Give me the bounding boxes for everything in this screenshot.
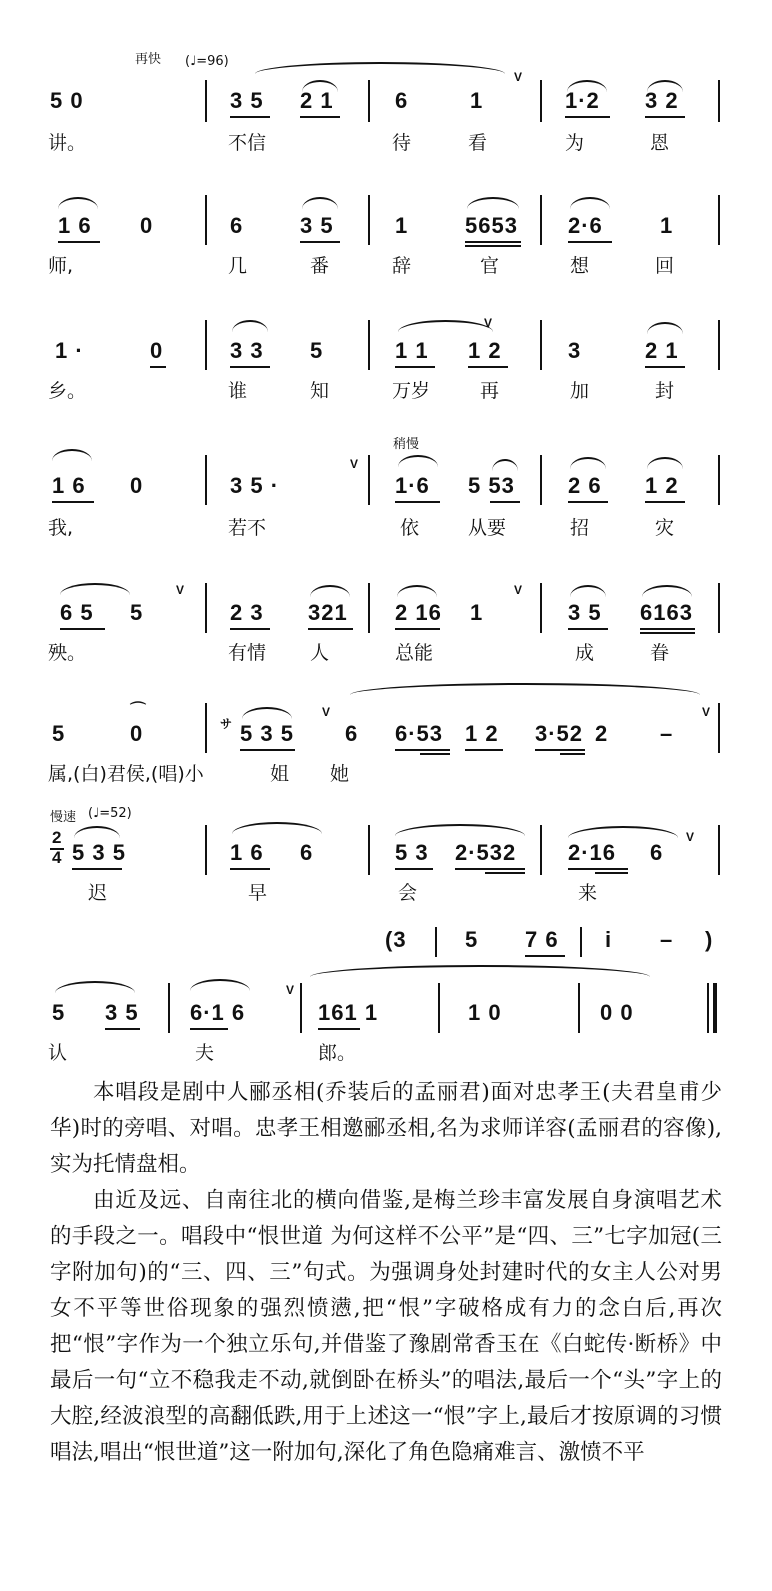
note-group: 1 0: [468, 1000, 502, 1025]
instr-note: –: [660, 927, 674, 952]
lyric: 眷: [650, 642, 670, 664]
instr-note: ): [705, 927, 714, 952]
lyric: 官: [480, 255, 500, 277]
paragraph: 由近及远、自南往北的横向借鉴,是梅兰珍丰富发展自身演唱艺术的手段之一。唱段中“恨世道 为何这样不公平”是“四、三”七字加冠(三字附加句)的“三、四、三”句式。为强调身处封建时代的女主人公对男女不平等世俗现象的强烈愤懑,把“恨”字破格成有力的念白后,再次把“恨”字作为一个独立乐句,并借鉴了豫剧常香玉在《白蛇传·断桥》中最后一句“立不稳我走不动,就倒卧在桥头”的唱法,最后一个“头”字上的大腔,经波浪型的高翻低跌,用于上述这一“恨”字上,最后才按原调的习惯唱法,唱出“恨世道”这一附加句,深化了角色隐痛难言、激愤不平: [50, 1188, 722, 1465]
lyric: 待: [392, 132, 412, 154]
lyric: 为: [565, 132, 585, 154]
instr-note: i: [605, 927, 613, 952]
note: 5: [52, 1000, 66, 1025]
lyric: 再: [480, 380, 500, 402]
instr-note: (3: [385, 927, 407, 952]
lyric: 人: [310, 642, 330, 664]
note-group: 1 6: [230, 840, 264, 865]
note-group: 3 3: [230, 338, 264, 363]
staff-row-1: 再快 (♩=96) 5 0 3 5 2 1 6 1 V 1·2 3 2 讲。 不信 待 看 为 恩: [0, 40, 772, 150]
note: 1: [660, 213, 674, 238]
note-group: 3 5: [300, 213, 334, 238]
instr-note: 5: [465, 927, 479, 952]
note-group: 2·6: [568, 213, 603, 238]
time-sig-top: 2: [52, 828, 63, 847]
tempo-word: 再快: [135, 52, 162, 67]
lyric: 加: [570, 380, 590, 402]
note: 0: [140, 213, 154, 238]
note: 6: [230, 213, 244, 238]
lyric: 夫: [195, 1042, 215, 1064]
lyric: 看: [468, 132, 488, 154]
note-group: 3 5: [105, 1000, 139, 1025]
tempo-mark: (♩=52): [88, 806, 132, 821]
staff-row-6: 5 ⌒ 0 サ 5 3 5 V 6 6·53 1 2 3·52 2 – V 属,(白)君侯,(唱)小 姐 她: [0, 675, 772, 785]
lyric: 殃。: [48, 642, 87, 664]
lyric: 依: [400, 517, 420, 539]
lyric: 想: [570, 255, 590, 277]
note-group: 5 53: [468, 473, 515, 498]
note-group: 2 1: [645, 338, 679, 363]
note-group: 6·1 6: [190, 1000, 246, 1025]
note-group: 3 2: [645, 88, 679, 113]
note: 1: [470, 88, 484, 113]
note-group: 321: [308, 600, 348, 625]
note-group: 5 3: [395, 840, 429, 865]
note-group: 1 6: [58, 213, 92, 238]
staff-row-2: [0, 165, 772, 277]
staff-row-5: 6 5 5 V 2 3 321 2 16 1 V 3 5 6163 殃。 有情 人 总能 成 眷: [0, 555, 772, 655]
lyric: 姐: [270, 763, 290, 785]
tempo-word: 慢速: [50, 810, 77, 825]
note: 0: [150, 338, 164, 363]
note-group: 3 5 ·: [230, 473, 280, 498]
lyric: 若不: [228, 517, 267, 539]
lyric: 成: [575, 642, 595, 664]
note-group: 161 1: [318, 1000, 379, 1025]
note: 3: [568, 338, 582, 363]
lyric: 迟: [88, 882, 108, 904]
note: 0: [130, 473, 144, 498]
note-group: 1·6: [395, 473, 430, 498]
commentary-text: [50, 1075, 722, 1471]
note: –: [660, 721, 674, 746]
note-group: 2 16: [395, 600, 442, 625]
lyric: 封: [655, 380, 675, 402]
lyric: 乡。: [48, 380, 87, 402]
note-group: 6·53: [395, 721, 444, 746]
lyric: 她: [330, 763, 350, 785]
staff-row-8: (3 5 7 6 i – ) 5 3 5 6·1 6 V 161 1 1 0 0 0 认 夫 郎。: [0, 915, 772, 1065]
tempo-mark: (♩=96): [185, 54, 229, 69]
note-group: 2·16: [568, 840, 617, 865]
note: 6: [395, 88, 409, 113]
lyric: 灾: [655, 517, 675, 539]
lyric: 从要: [468, 517, 507, 539]
lyric: 辞: [392, 255, 412, 277]
note-group: 5 0: [50, 88, 84, 113]
note: 1: [395, 213, 409, 238]
note-group: 5 3 5: [72, 840, 126, 865]
lyric: 来: [578, 882, 598, 904]
lyric: 我,: [48, 517, 74, 539]
note-group: 5653: [465, 213, 518, 238]
lyric: 几: [228, 255, 248, 277]
lyric: 郎。: [318, 1042, 357, 1064]
note-group: 1 ·: [55, 338, 84, 363]
lyric: 回: [655, 255, 675, 277]
lyric: 招: [570, 517, 590, 539]
note: 5: [310, 338, 324, 363]
note-group: 1 2: [645, 473, 679, 498]
staff-row-7: 慢速 (♩=52) 2 4 5 3 5 1 6 6 5 3 2·532 2·16 6 V 迟 早 会 来: [0, 800, 772, 900]
note-group: 2 1: [300, 88, 334, 113]
note-group: 2 6: [568, 473, 602, 498]
lyric: 万岁: [392, 380, 431, 402]
time-sig-bottom: 4: [52, 848, 63, 867]
note-group: 0 0: [600, 1000, 634, 1025]
note-group: 1 2: [468, 338, 502, 363]
note-group: 1 1: [395, 338, 429, 363]
note: 6: [300, 840, 314, 865]
note-group: 3 5: [568, 600, 602, 625]
note: 6: [345, 721, 359, 746]
note: 5: [130, 600, 144, 625]
paragraph: 本唱段是剧中人郦丞相(乔装后的孟丽君)面对忠孝王(夫君皇甫少华)时的旁唱、对唱。忠孝王相邀郦丞相,名为求师详容(孟丽君的容像),实为托情盘相。: [50, 1080, 722, 1177]
instr-note: 7 6: [525, 927, 559, 952]
note-group: 5 3 5: [240, 721, 294, 746]
note-group: 6 5: [60, 600, 94, 625]
note-group: 1·2: [565, 88, 600, 113]
note: 2: [595, 721, 609, 746]
note: 1: [470, 600, 484, 625]
staff-row-3: 1 · 0 3 3 5 V 1 1 1 2 3 2 1 乡。 谁 知 万岁 再 加 封: [0, 290, 772, 390]
lyric: 讲。: [48, 132, 87, 154]
note-group: 1 2: [465, 721, 499, 746]
note-group: 6163: [640, 600, 693, 625]
lyric: 谁: [228, 380, 248, 402]
lyric: 恩: [650, 132, 670, 154]
lyric: 总能: [395, 642, 434, 664]
lyric: 有情: [228, 642, 267, 664]
lyric: 属,(白)君侯,(唱)小: [48, 763, 204, 785]
lyric: 知: [310, 380, 330, 402]
note: 0: [130, 721, 144, 746]
staff-row-4: 稍慢 1 6 0 3 5 · V 1·6 5 53 2 6 1 2 我, 若不 依 从要 招 灾: [0, 415, 772, 530]
lyric: 番: [310, 255, 330, 277]
note-group: 2·532: [455, 840, 517, 865]
lyric: 师,: [48, 255, 74, 277]
note-group: 3·52: [535, 721, 584, 746]
lyric: 不信: [228, 132, 267, 154]
note-group: 2 3: [230, 600, 264, 625]
lyric: 早: [248, 882, 268, 904]
note-group: 3 5: [230, 88, 264, 113]
tempo-word: 稍慢: [393, 437, 420, 452]
lyric: 认: [48, 1042, 68, 1064]
note: 5: [52, 721, 66, 746]
lyric: 会: [398, 882, 418, 904]
note: 6: [650, 840, 664, 865]
note-group: 1 6: [52, 473, 86, 498]
